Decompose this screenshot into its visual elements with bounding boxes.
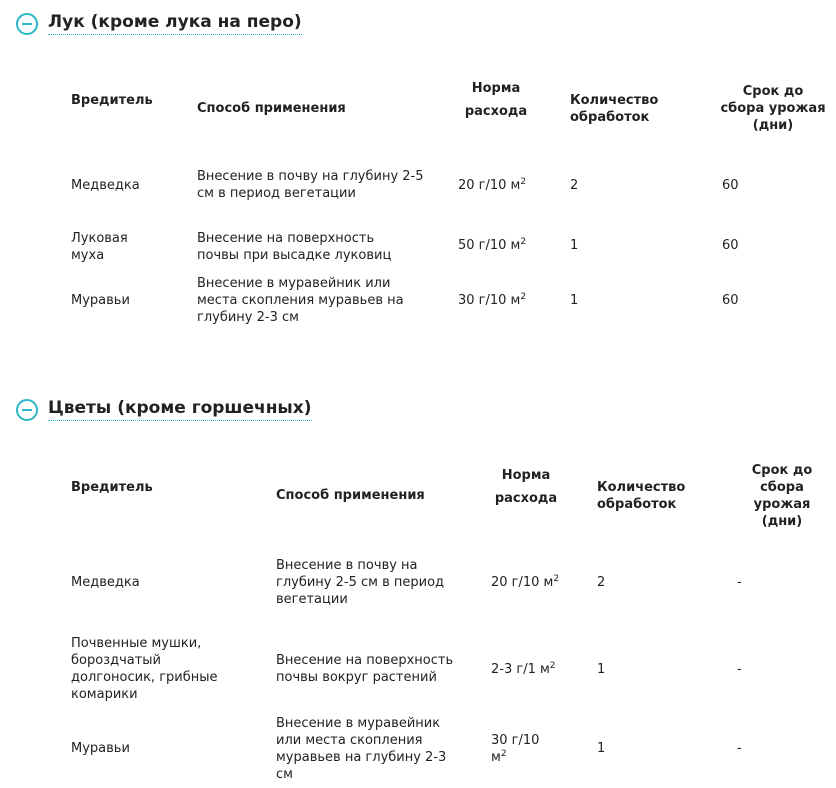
collapse-minus-icon[interactable] (16, 13, 38, 35)
cell-method-line: Внесение на поверхность (276, 653, 454, 668)
cell-method (197, 275, 404, 326)
cell-method-line: см в период вегетации (197, 186, 356, 201)
cell-pest: Муравьи (71, 741, 130, 756)
cell-method-line: Внесение в муравейник или (197, 276, 391, 291)
header-term-line: урожая (753, 497, 811, 512)
cell-method-line: глубину 2-5 см в период (276, 575, 445, 590)
header-term (716, 83, 830, 134)
cell-term: - (737, 575, 742, 590)
cell-pest-line: Луковая (71, 231, 128, 246)
cell-count: 1 (597, 662, 606, 677)
header-count-line: обработок (570, 110, 650, 125)
cell-pest (71, 230, 128, 264)
cell-pest-line: долгоносик, грибные (71, 670, 218, 685)
cell-method-line: или места скопления (276, 733, 423, 748)
cell-method-line: почвы вокруг растений (276, 670, 437, 685)
cell-term: - (737, 662, 742, 677)
header-count-line: Количество (597, 480, 686, 495)
cell-pest (71, 635, 218, 703)
cell-rate (491, 574, 559, 591)
cell-method (276, 652, 453, 686)
cell-rate-unit-exponent: 2 (500, 749, 507, 759)
header-term-line: сбора урожая (720, 101, 826, 116)
cell-rate (491, 661, 556, 678)
header-pest: Вредитель (71, 480, 153, 495)
header-count-line: Количество (570, 93, 659, 108)
cell-pest-line: муха (71, 248, 105, 263)
cell-rate-unit-exponent: 2 (520, 177, 527, 187)
cell-method-line: вегетации (276, 592, 348, 607)
section-header-onion[interactable] (16, 12, 302, 35)
collapse-minus-icon[interactable] (16, 399, 38, 421)
header-method: Способ применения (276, 488, 425, 503)
cell-method-line: см (276, 767, 293, 782)
cell-rate-value: 20 г/10 м (491, 575, 554, 590)
cell-rate-unit-exponent: 2 (520, 292, 527, 302)
header-term-line: сбора (760, 480, 804, 495)
cell-term: 60 (722, 293, 739, 308)
cell-pest-line: комарики (71, 687, 138, 702)
cell-method-line: Внесение в почву на (276, 558, 418, 573)
cell-rate-value: м (491, 750, 501, 765)
section-header-flowers[interactable] (16, 398, 312, 421)
cell-rate-value: 30 г/10 (491, 733, 540, 748)
cell-rate (458, 177, 526, 194)
cell-term: 60 (722, 178, 739, 193)
header-count-line: обработок (597, 497, 677, 512)
cell-count: 2 (597, 575, 606, 590)
cell-method-line: Внесение на поверхность (197, 231, 375, 246)
cell-count: 1 (597, 741, 606, 756)
cell-rate (491, 732, 539, 766)
cell-method (197, 230, 391, 264)
cell-rate (458, 237, 526, 254)
cell-rate-value: 30 г/10 м (458, 293, 521, 308)
cell-method (276, 557, 444, 608)
header-rate (458, 80, 534, 120)
section-title[interactable]: Лук (кроме лука на перо) (48, 12, 302, 35)
cell-method-line: почвы при высадке луковиц (197, 248, 392, 263)
cell-rate (458, 292, 526, 309)
header-term-line: (дни) (761, 514, 803, 529)
cell-rate-value: 50 г/10 м (458, 238, 521, 253)
cell-rate-unit-exponent: 2 (520, 237, 527, 247)
cell-method-line: муравьев на глубину 2-3 (276, 750, 447, 765)
cell-count: 1 (570, 293, 579, 308)
header-term (740, 462, 824, 530)
header-count (597, 479, 685, 513)
header-term-line: Срок до (742, 84, 804, 99)
header-method: Способ применения (197, 101, 346, 116)
header-rate-line: расхода (494, 491, 558, 506)
cell-method-line: Внесение в почву на глубину 2-5 (197, 169, 424, 184)
cell-rate-unit-exponent: 2 (553, 574, 560, 584)
header-term-line: Срок до (751, 463, 813, 478)
header-term-line: (дни) (752, 118, 794, 133)
cell-method-line: Внесение в муравейник (276, 716, 441, 731)
header-pest: Вредитель (71, 93, 153, 108)
cell-count: 2 (570, 178, 579, 193)
cell-rate-unit-exponent: 2 (549, 661, 556, 671)
cell-pest: Медведка (71, 575, 140, 590)
header-rate (488, 467, 564, 507)
cell-pest: Медведка (71, 178, 140, 193)
cell-pest-line: бороздчатый (71, 653, 162, 668)
cell-rate-value: 2-3 г/1 м (491, 662, 550, 677)
header-rate-line: расхода (464, 104, 528, 119)
cell-rate-value: 20 г/10 м (458, 178, 521, 193)
header-count (570, 92, 658, 126)
cell-pest-line: Почвенные мушки, (71, 636, 202, 651)
cell-method-line: глубину 2-3 см (197, 310, 299, 325)
cell-method (197, 168, 424, 202)
header-rate-line: Норма (471, 81, 521, 96)
cell-term: 60 (722, 238, 739, 253)
header-rate-line: Норма (501, 468, 551, 483)
section-title[interactable]: Цветы (кроме горшечных) (48, 398, 312, 421)
cell-pest: Муравьи (71, 293, 130, 308)
cell-method (276, 715, 446, 783)
cell-term: - (737, 741, 742, 756)
cell-method-line: места скопления муравьев на (197, 293, 404, 308)
cell-count: 1 (570, 238, 579, 253)
